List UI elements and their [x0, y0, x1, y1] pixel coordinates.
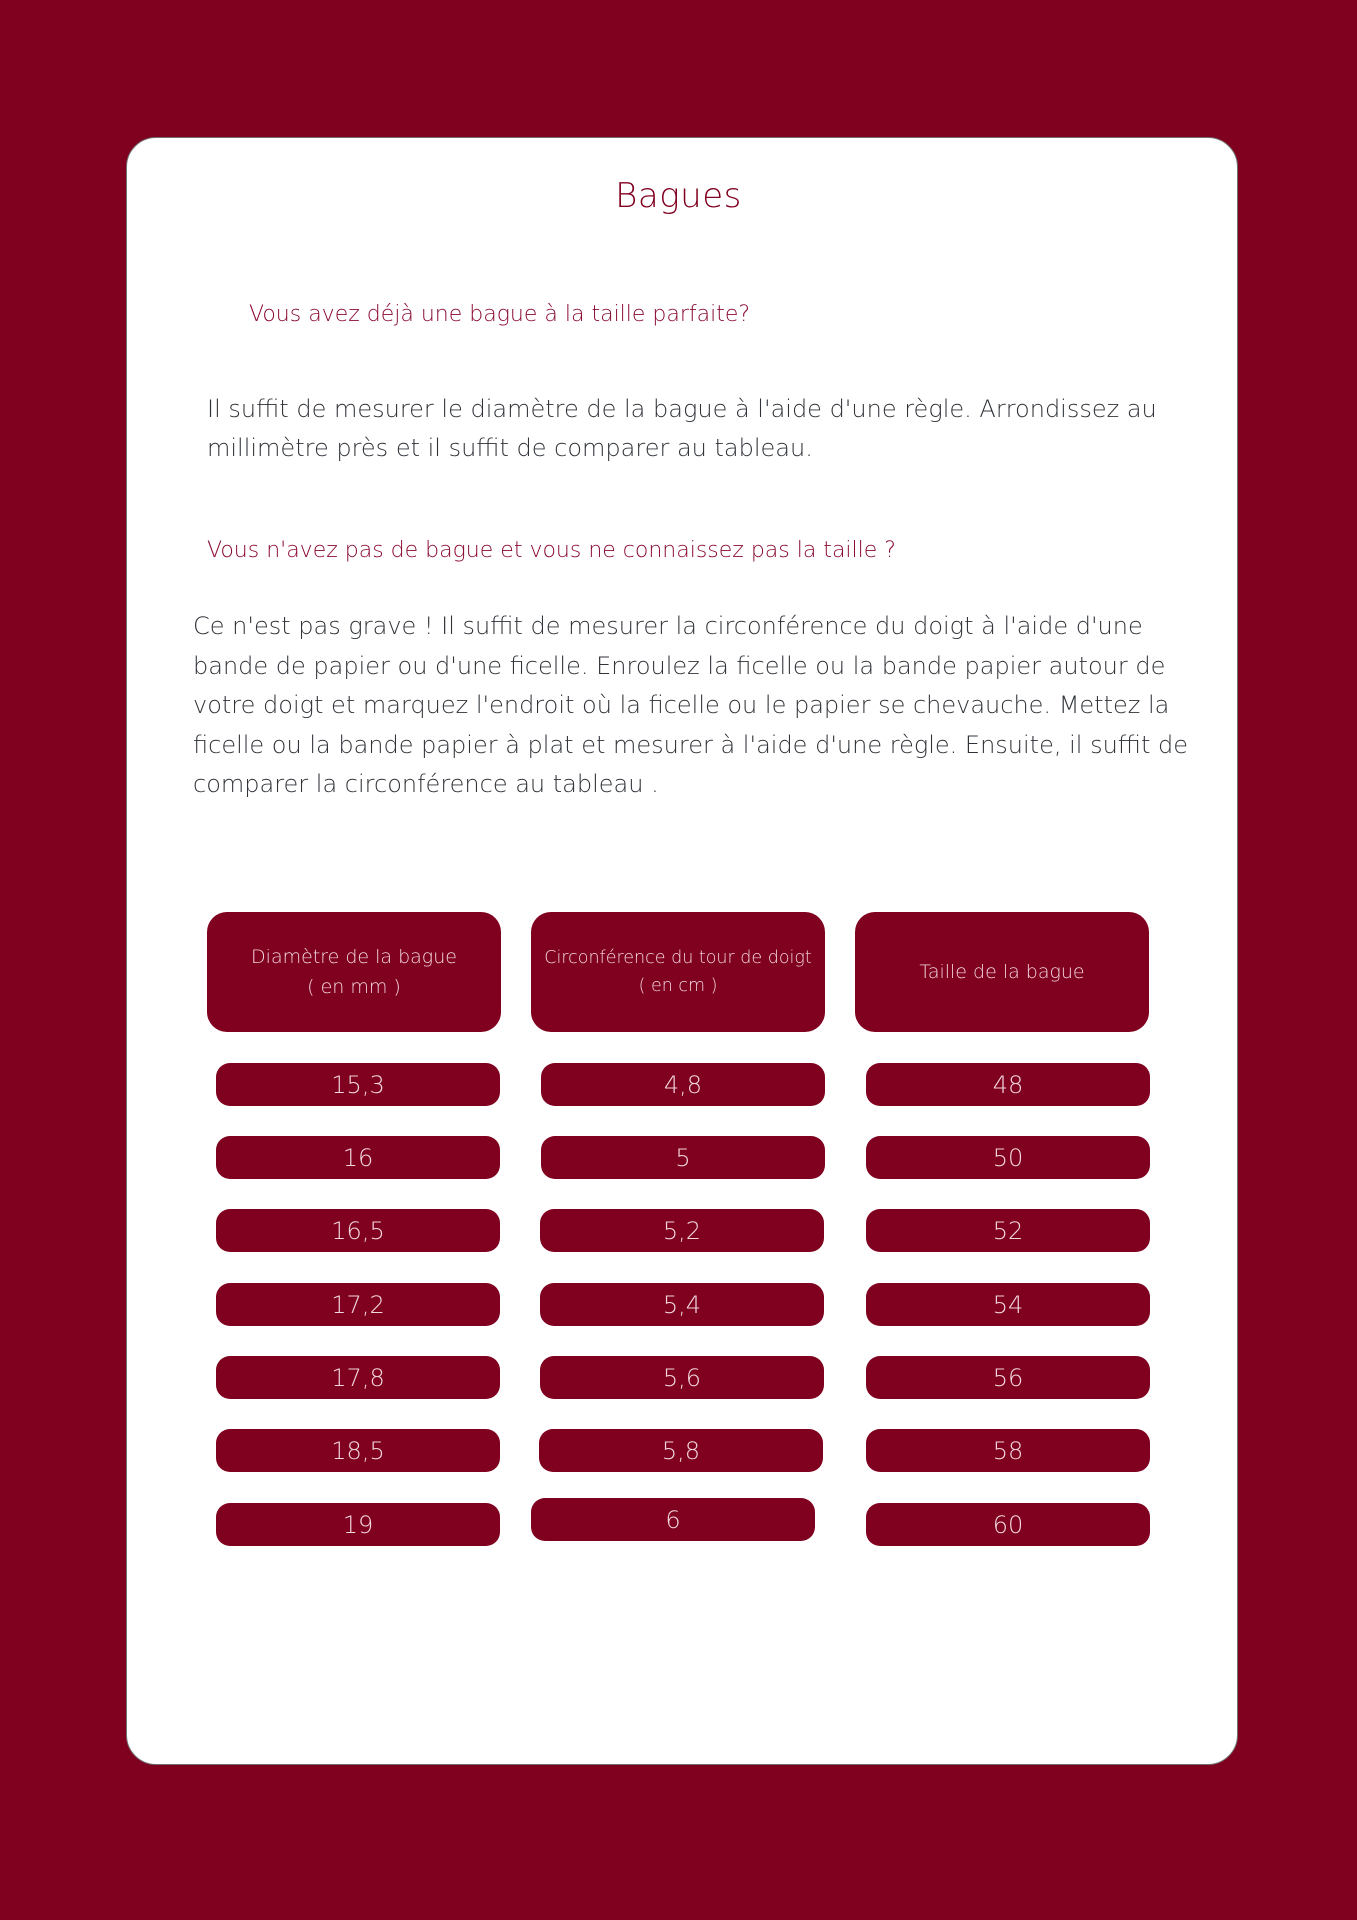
table-cell-circumference: 5,6 [540, 1356, 824, 1399]
page-title: Bagues [615, 176, 742, 216]
table-cell-diameter: 19 [216, 1503, 500, 1546]
table-cell-diameter: 16 [216, 1136, 500, 1179]
column-header-label: Taille de la bague [919, 961, 1085, 983]
table-cell-ring-size: 58 [866, 1429, 1150, 1472]
table-cell-ring-size: 52 [866, 1209, 1150, 1252]
column-header-label: Circonférence du tour de doigt [544, 948, 812, 968]
table-cell-circumference: 5,4 [540, 1283, 824, 1326]
section-heading-has-ring: Vous avez déjà une bague à la taille parfaite? [249, 302, 751, 327]
table-cell-diameter: 15,3 [216, 1063, 500, 1106]
section-body-has-ring: Il suffit de mesurer le diamètre de la bague à l'aide d'une règle. Arrondissez au millimètre près et il suffit de comparer au tableau. [207, 395, 1157, 462]
table-cell-diameter: 17,2 [216, 1283, 500, 1326]
table-cell-ring-size: 48 [866, 1063, 1150, 1106]
section-body-no-ring: Ce n'est pas grave ! Il suffit de mesurer la circonférence du doigt à l'aide d'une bande de papier ou d'une ficelle. Enroulez la ficelle ou la bande papier autour de votre doigt et marquez l'endroit où la ficelle ou le papier se chevauche. Mettez la ficelle ou la bande papier à plat et mesurer à l'aide d'une règle. Ensuite, il suffit de comparer la circonférence au tableau . [193, 612, 1189, 798]
column-header-ring-size [855, 912, 1149, 1032]
column-header-circumference [531, 912, 825, 1032]
table-cell-circumference: 5,8 [539, 1429, 823, 1472]
table-cell-ring-size: 54 [866, 1283, 1150, 1326]
table-cell-ring-size: 60 [866, 1503, 1150, 1546]
column-header-label: Diamètre de la bague [251, 946, 457, 968]
column-header-unit: ( en mm ) [307, 976, 401, 998]
table-cell-circumference: 6 [531, 1498, 815, 1541]
column-header-unit: ( en cm ) [638, 976, 718, 996]
table-cell-ring-size: 50 [866, 1136, 1150, 1179]
table-cell-ring-size: 56 [866, 1356, 1150, 1399]
column-header-diameter [207, 912, 501, 1032]
table-cell-diameter: 18,5 [216, 1429, 500, 1472]
table-cell-diameter: 17,8 [216, 1356, 500, 1399]
table-cell-circumference: 5 [541, 1136, 825, 1179]
table-cell-circumference: 4,8 [541, 1063, 825, 1106]
table-cell-circumference: 5,2 [540, 1209, 824, 1252]
table-cell-diameter: 16,5 [216, 1209, 500, 1252]
section-heading-no-ring: Vous n'avez pas de bague et vous ne connaissez pas la taille ? [207, 538, 896, 563]
